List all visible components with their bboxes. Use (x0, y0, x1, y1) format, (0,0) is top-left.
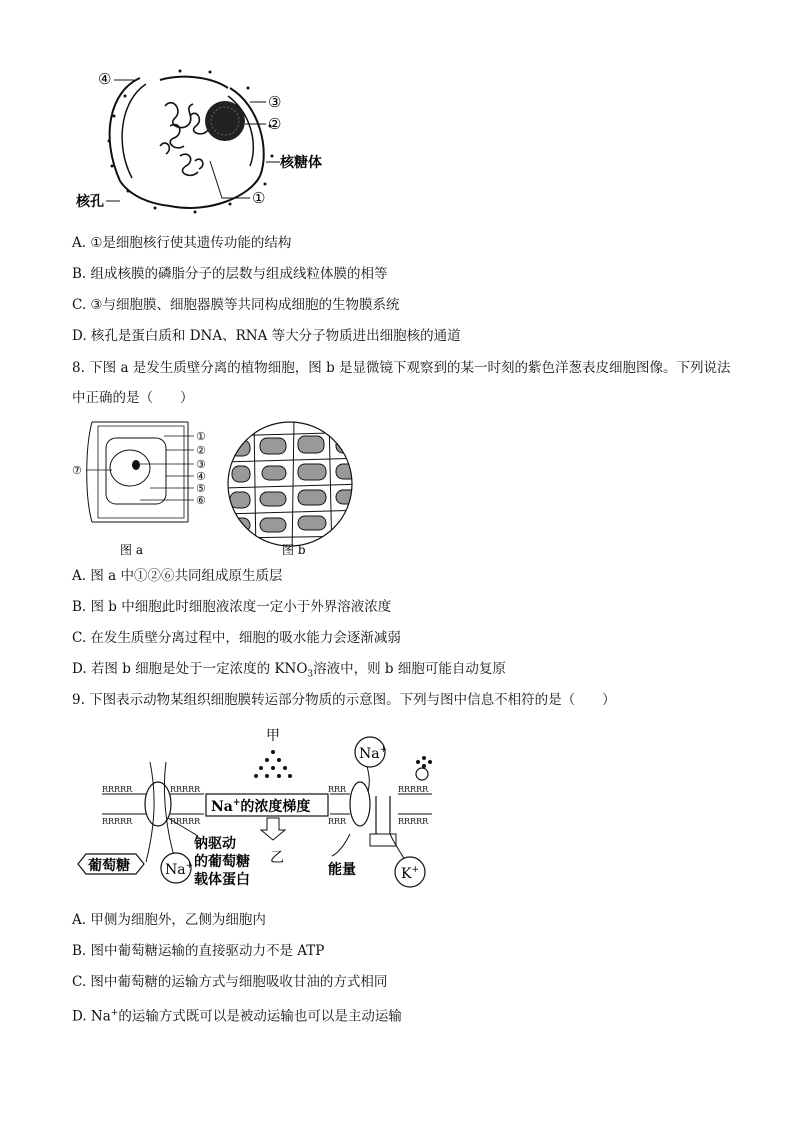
na-bottom-label: Na+ (165, 861, 194, 878)
side-yi-label: 乙 (270, 850, 284, 866)
svg-text:RRR: RRR (328, 817, 347, 826)
label-ribosome: 核糖体 (280, 155, 322, 171)
q9-option-d-pre: D. Na (72, 1008, 111, 1025)
q9-option-c: C. 图中葡萄糖的运输方式与细胞吸收甘油的方式相同 (72, 974, 388, 990)
q9-stem: 9. 下图表示动物某组织细胞膜转运部分物质的示意图。下列与图中信息不相符的是（ ） (72, 692, 616, 708)
q9-option-d-sup: + (110, 1008, 119, 1018)
fig-a-num-4: ④ (196, 470, 206, 483)
q8-option-d-pre: D. 若图 b 细胞是处于一定浓度的 KNO (72, 661, 308, 677)
q9-option-b: B. 图中葡萄糖运输的直接驱动力不是 ATP (72, 943, 325, 959)
fig-a-caption: 图 a (120, 543, 143, 557)
q8-option-b: B. 图 b 中细胞此时细胞液浓度一定小于外界溶液浓度 (72, 599, 392, 615)
side-jia-label: 甲 (266, 728, 280, 744)
plasmolysis-figure-a (70, 418, 220, 563)
svg-text:RRRRR: RRRRR (398, 785, 429, 794)
carrier-label-2: 的葡萄糖 (194, 854, 250, 870)
fig-a-num-7: ⑦ (72, 464, 82, 477)
svg-text:RRRRR: RRRRR (170, 785, 201, 794)
q7-option-b: B. 组成核膜的磷脂分子的层数与组成线粒体膜的相等 (72, 266, 388, 282)
q8-option-d-sub: 3 (307, 669, 314, 680)
gradient-label: Na+的浓度梯度 (211, 798, 311, 815)
svg-text:RRRRR: RRRRR (398, 817, 429, 826)
q8-option-c: C. 在发生质壁分离过程中，细胞的吸水能力会逐渐减弱 (72, 630, 401, 646)
energy-label: 能量 (328, 862, 356, 878)
q9-option-d-post: 的运输方式既可以是被动运输也可以是主动运输 (118, 1008, 402, 1025)
fig-a-num-6: ⑥ (196, 494, 206, 507)
label-1: ① (252, 189, 266, 207)
fig-a-num-5: ⑤ (196, 482, 206, 495)
nucleus-figure (70, 66, 330, 216)
svg-text:RRRRR: RRRRR (170, 817, 201, 826)
label-pore: 核孔 (76, 194, 104, 210)
carrier-label-3: 载体蛋白 (194, 872, 250, 888)
fig-b-caption: 图 b (282, 543, 306, 557)
membrane-transport-figure (70, 722, 450, 902)
label-2: ② (268, 115, 282, 133)
q7-option-c: C. ③与细胞膜、细胞器膜等共同构成细胞的生物膜系统 (72, 297, 400, 313)
q7-option-a: A. ①是细胞核行使其遗传功能的结构 (72, 235, 292, 251)
fig-a-num-2: ② (196, 444, 206, 457)
q8-option-d-post: 溶液中，则 b 细胞可能自动复原 (313, 661, 506, 677)
fig-a-num-3: ③ (196, 458, 206, 471)
label-3: ③ (268, 93, 282, 111)
label-4: ④ (98, 70, 112, 88)
q7-option-d: D. 核孔是蛋白质和 DNA、RNA 等大分子物质进出细胞核的通道 (72, 328, 461, 344)
q8-option-d (72, 659, 506, 685)
svg-text:RRRRR: RRRRR (102, 817, 133, 826)
svg-text:RRRRR: RRRRR (102, 785, 133, 794)
plasmolysis-figure-b (224, 418, 364, 563)
q8-option-a: A. 图 a 中①②⑥共同组成原生质层 (72, 568, 283, 584)
q8-stem: 8. 下图 a 是发生质壁分离的植物细胞，图 b 是显微镜下观察到的某一时刻的紫色洋葱表皮细胞图像。下列说法中正确的是（ ） (72, 360, 731, 406)
na-top-label: Na+ (359, 745, 388, 762)
fig-a-num-1: ① (196, 430, 206, 443)
k-label: K+ (401, 865, 420, 882)
q9-option-a: A. 甲侧为细胞外，乙侧为细胞内 (72, 912, 266, 928)
carrier-label-1: 钠驱动 (194, 836, 236, 852)
glucose-label: 葡萄糖 (88, 858, 130, 874)
q9-option-d (72, 1003, 402, 1027)
svg-text:RRR: RRR (328, 785, 347, 794)
